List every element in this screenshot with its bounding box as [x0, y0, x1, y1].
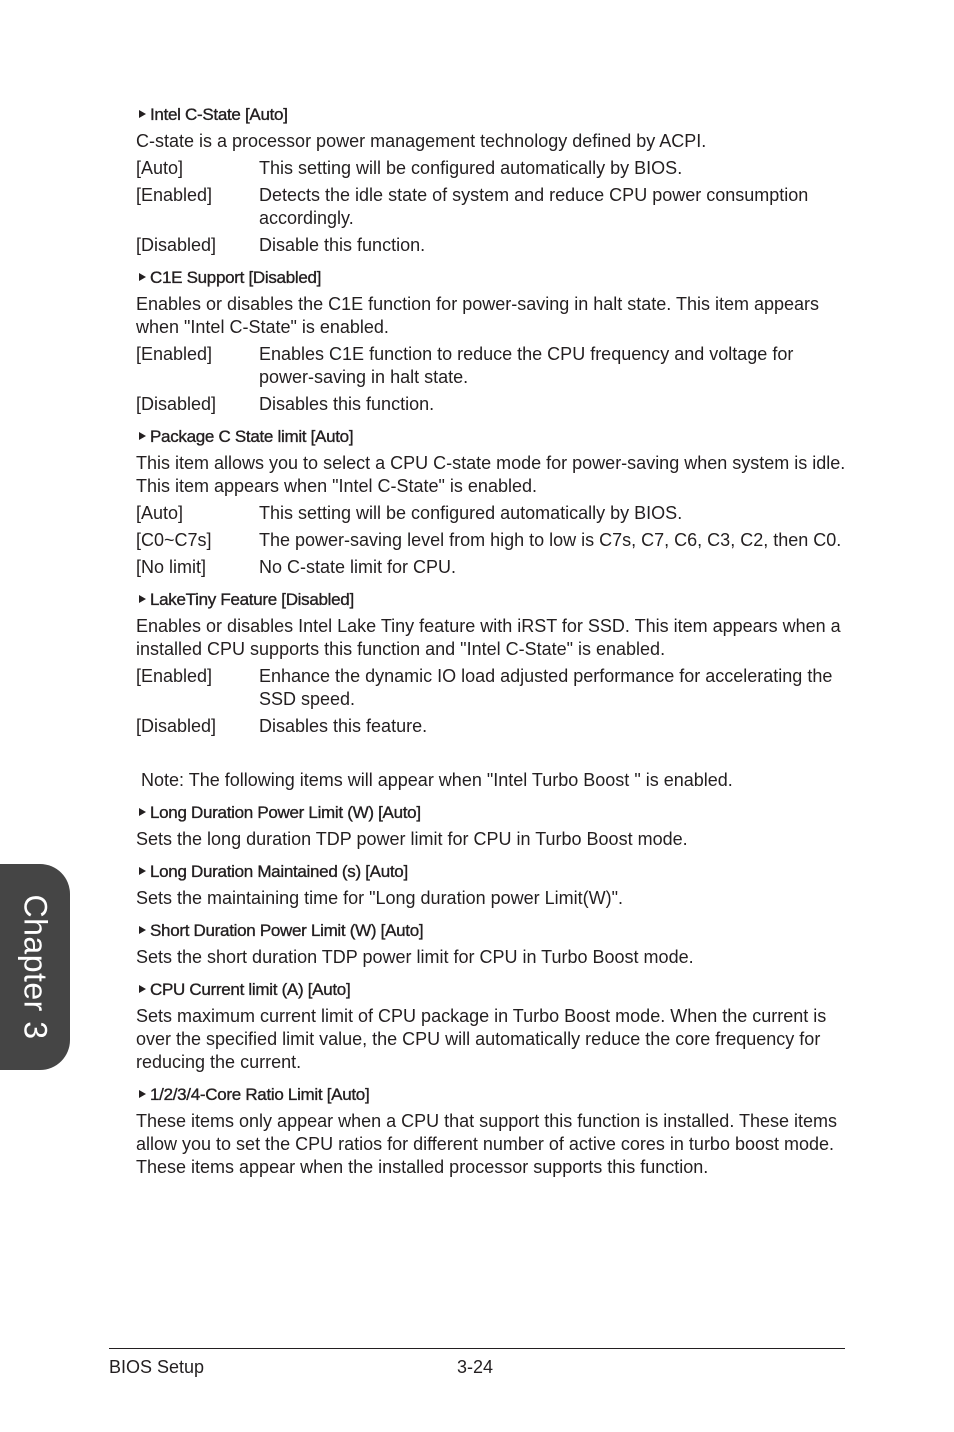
bullet-triangle-icon — [139, 273, 146, 281]
setting-section — [136, 1084, 848, 1179]
setting-description: This item allows you to select a CPU C-state mode for power-saving when system is idle. This item appears when "Intel C-State" is enabled. — [136, 453, 846, 496]
option-row — [136, 502, 848, 525]
bullet-triangle-icon — [139, 110, 146, 118]
setting-description: Sets maximum current limit of CPU package in Turbo Boost mode. When the current is over the specified limit value, the CPU will automatically reduce the core frequency for reducing the current. — [136, 1006, 827, 1072]
option-key: [Enabled] — [136, 185, 213, 205]
setting-section — [136, 267, 848, 416]
setting-section — [136, 802, 848, 851]
setting-section — [136, 426, 848, 579]
option-key: [Auto] — [136, 158, 184, 178]
footer-page-number: 3-24 — [457, 1357, 494, 1377]
bullet-triangle-icon — [139, 985, 146, 993]
bullet-triangle-icon — [139, 926, 146, 934]
option-key: [Disabled] — [136, 394, 217, 414]
setting-description: Enables or disables Intel Lake Tiny feature with iRST for SSD. This item appears when a installed CPU supports this function and "Intel C-State" is enabled. — [136, 616, 841, 659]
option-row — [136, 556, 848, 579]
option-row — [136, 234, 848, 257]
bullet-triangle-icon — [139, 432, 146, 440]
option-value: Enables C1E function to reduce the CPU frequency and voltage for power-saving in halt state. — [259, 344, 794, 387]
setting-description: C-state is a processor power management technology defined by ACPI. — [136, 131, 707, 151]
setting-description: Sets the long duration TDP power limit for CPU in Turbo Boost mode. — [136, 829, 688, 849]
setting-section — [136, 104, 848, 257]
setting-section — [136, 920, 848, 969]
setting-section — [136, 589, 848, 738]
bullet-triangle-icon — [139, 1090, 146, 1098]
bullet-triangle-icon — [139, 808, 146, 816]
setting-title: Short Duration Power Limit (W) [Auto] — [139, 920, 848, 942]
manual-content — [136, 104, 848, 1189]
setting-section — [136, 979, 848, 1074]
bullet-triangle-icon — [139, 867, 146, 875]
option-key: [Enabled] — [136, 344, 213, 364]
setting-title: CPU Current limit (A) [Auto] — [139, 979, 848, 1001]
setting-description: Enables or disables the C1E function for power-saving in halt state. This item appears when "Intel C-State" is enabled. — [136, 294, 820, 337]
option-row — [136, 184, 848, 230]
option-row — [136, 393, 848, 416]
bullet-triangle-icon — [139, 595, 146, 603]
option-value: Enhance the dynamic IO load adjusted performance for accelerating the SSD speed. — [259, 666, 833, 709]
footer-divider — [109, 1348, 845, 1349]
option-row — [136, 343, 848, 389]
option-value: This setting will be configured automatically by BIOS. — [259, 503, 683, 523]
option-key: [Disabled] — [136, 716, 217, 736]
setting-description: These items only appear when a CPU that support this function is installed. These items allow you to set the CPU ratios for different number of active cores in turbo boost mode. These items appear when the installed processor supports this function. — [136, 1111, 838, 1177]
option-key: [Enabled] — [136, 666, 213, 686]
setting-title: C1E Support [Disabled] — [139, 267, 848, 289]
option-row — [136, 665, 848, 711]
option-value: Disable this function. — [259, 235, 426, 255]
option-key: [Auto] — [136, 503, 184, 523]
setting-title: Long Duration Power Limit (W) [Auto] — [139, 802, 848, 824]
setting-title: 1/2/3/4-Core Ratio Limit [Auto] — [139, 1084, 848, 1106]
chapter-tab — [0, 864, 70, 1070]
chapter-tab-label: Chapter 3 — [17, 894, 54, 1040]
option-value: Disables this function. — [259, 394, 435, 414]
setting-description: Sets the short duration TDP power limit for CPU in Turbo Boost mode. — [136, 947, 694, 967]
setting-title: Long Duration Maintained (s) [Auto] — [139, 861, 848, 883]
option-key: [No limit] — [136, 557, 207, 577]
option-value: Detects the idle state of system and reduce CPU power consumption accordingly. — [259, 185, 809, 228]
option-value: Disables this feature. — [259, 716, 428, 736]
option-value: No C-state limit for CPU. — [259, 557, 457, 577]
option-value: This setting will be configured automatically by BIOS. — [259, 158, 683, 178]
option-key: [Disabled] — [136, 235, 217, 255]
setting-description: Sets the maintaining time for "Long duration power Limit(W)". — [136, 888, 623, 908]
setting-section — [136, 861, 848, 910]
setting-title: Intel C-State [Auto] — [139, 104, 848, 126]
setting-title: LakeTiny Feature [Disabled] — [139, 589, 848, 611]
option-value: The power-saving level from high to low is C7s, C7, C6, C3, C2, then C0. — [259, 530, 842, 550]
option-row — [136, 157, 848, 180]
option-row — [136, 715, 848, 738]
option-row — [136, 529, 848, 552]
setting-title: Package C State limit [Auto] — [139, 426, 848, 448]
option-key: [C0~C7s] — [136, 530, 212, 550]
turbo-boost-note: Note: The following items will appear when "Intel Turbo Boost " is enabled. — [141, 770, 733, 790]
footer-section-name: BIOS Setup — [109, 1357, 205, 1377]
